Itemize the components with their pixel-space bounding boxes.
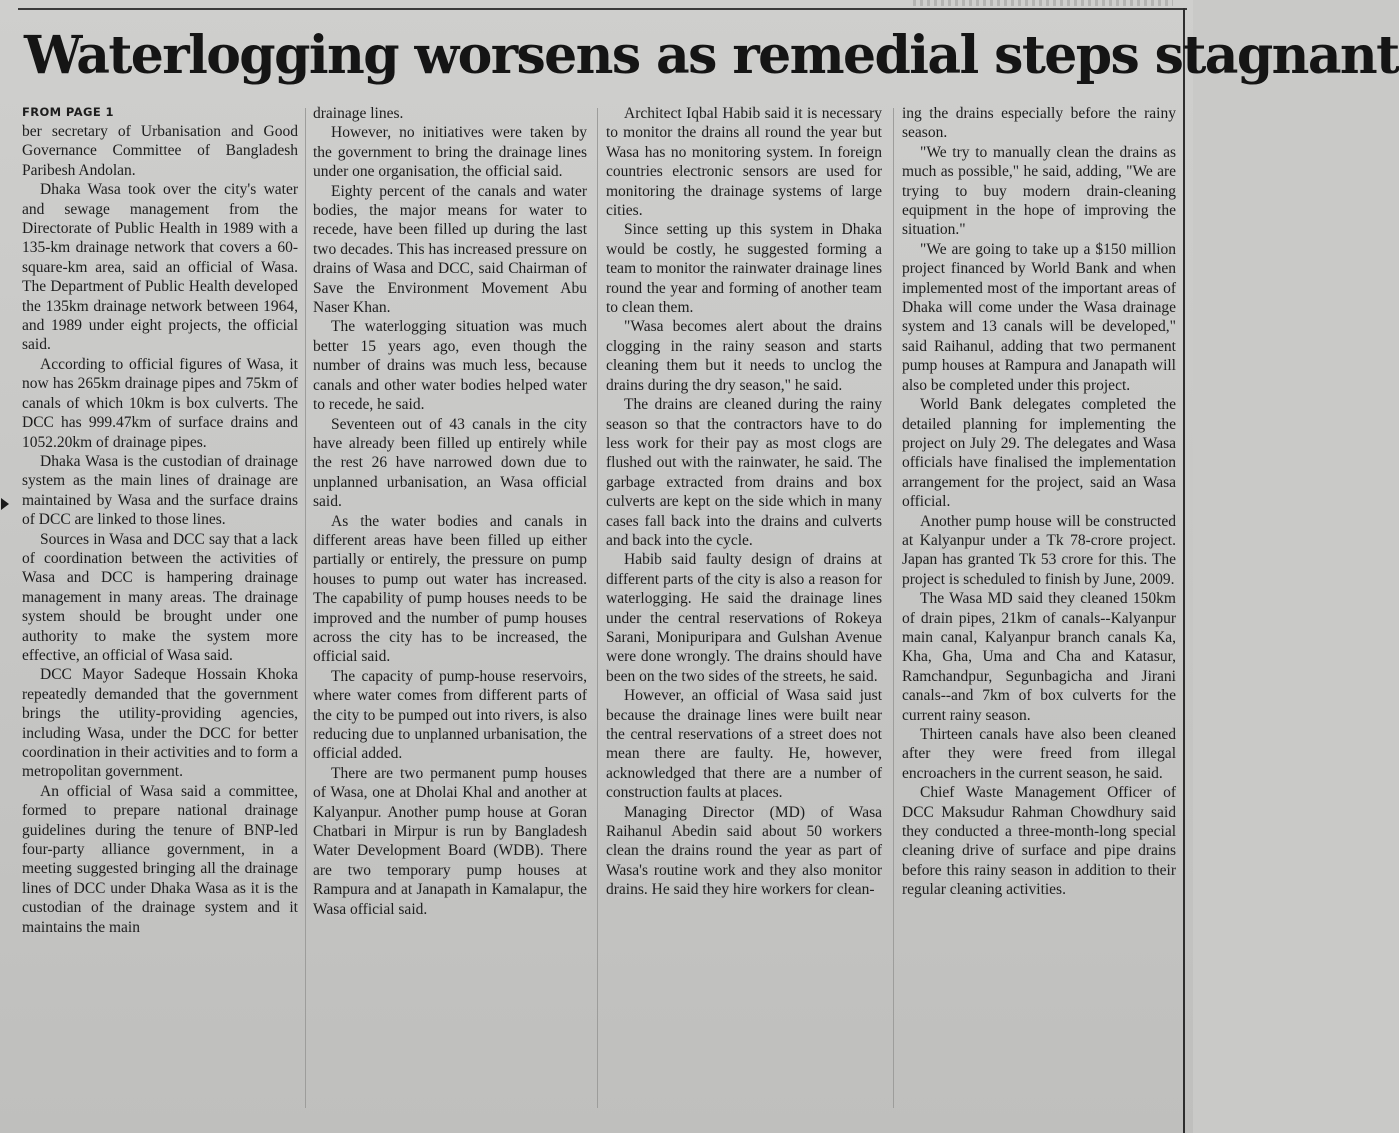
continued-from-label: FROM PAGE 1 bbox=[22, 105, 114, 119]
paragraph: DCC Mayor Sadeque Hossain Khoka repeatedly demanded that the government brings the utility-providing agencies, including Wasa, under the DCC for better coordination in their activities and to form a metropolitan government. bbox=[22, 666, 298, 781]
paragraph: Thirteen canals have also been cleaned after they were freed from illegal encroachers in the current season, he said. bbox=[902, 726, 1176, 782]
paragraph: ber secretary of Urbanisation and Good Governance Committee of Bangladesh Paribesh Andolan. bbox=[22, 123, 298, 179]
column-divider bbox=[597, 108, 598, 1108]
paragraph: The waterlogging situation was much better 15 years ago, even though the number of drains was much less, because canals and other water bodies helped water to recede, he said. bbox=[313, 318, 587, 414]
headline: Waterlogging worsens as remedial steps stagnant bbox=[24, 25, 1399, 86]
paragraph: There are two permanent pump houses of Wasa, one at Dholai Khal and another at Kalyanpur. Another pump house at Goran Chatbari in Mirpur is run by Bangladesh Water Development Board (WDB). There are two temporary pump houses at Rampura and at Janapath in Kamalapur, the Wasa official said. bbox=[313, 764, 587, 918]
paragraph: Another pump house will be constructed at Kalyanpur under a Tk 78-crore project. Japan has granted Tk 53 crore for this. The project is scheduled to finish by June, 2009. bbox=[902, 512, 1176, 588]
paragraph: Dhaka Wasa is the custodian of drainage system as the main lines of drainage are maintained by Wasa and the surface drains of DCC are linked to those lines. bbox=[22, 452, 298, 529]
paragraph: As the water bodies and canals in different areas have been filled up either partially or entirely, the pressure on pump houses to pump out water has increased. The capability of pump houses needs to be improved and the number of pump houses across the city has to be increased, the official said. bbox=[313, 512, 587, 666]
previous-page-fragment bbox=[913, 0, 1173, 6]
paragraph: Sources in Wasa and DCC say that a lack of coordination between the activities of Wasa and DCC is hampering drainage management in many areas. The drainage system should be brought under one authority to make the system more effective, an official of Wasa said. bbox=[22, 530, 298, 664]
article-column-4 bbox=[902, 104, 1176, 1116]
paragraph: "Wasa becomes alert about the drains clogging in the rainy season and starts cleaning them but it needs to unclog the drains during the dry season," he said. bbox=[606, 318, 882, 394]
paragraph: World Bank delegates completed the detailed planning for implementing the project on July 29. The delegates and Wasa officials have finalised the implementation arrangement for the project, said an Wasa official. bbox=[902, 396, 1176, 511]
paragraph: Eighty percent of the canals and water bodies, the major means for water to recede, have been filled up during the last two decades. This has increased pressure on drains of Wasa and DCC, said Chairman of Save the Environment Movement Abu Naser Khan. bbox=[313, 182, 587, 317]
paragraph: The Wasa MD said they cleaned 150km of drain pipes, 21km of canals--Kalyanpur main canal, Kalyanpur branch canals Ka, Kha, Gha, Uma and Cha and Katasur, Ramchandpur, Segunbagicha and Jirani canals--and 7km of box culverts for the current rainy season. bbox=[902, 590, 1176, 724]
paragraph: ing the drains especially before the rainy season. bbox=[902, 105, 1176, 142]
top-rule bbox=[18, 8, 1187, 10]
column-divider bbox=[893, 108, 894, 1108]
paragraph: drainage lines. bbox=[313, 105, 404, 122]
column-divider bbox=[305, 108, 306, 1108]
paragraph: Habib said faulty design of drains at different parts of the city is also a reason for waterlogging. He said the drainage lines under the central reservations of Rokeya Sarani, Monipuripara and Gulshan Avenue were done wrongly. The drains should have been on the two sides of the streets, he said. bbox=[606, 551, 882, 685]
paragraph: Chief Waste Management Officer of DCC Maksudur Rahman Chowdhury said they conducted a three-month-long special cleaning drive of surface and pipe drains before this rainy season in addition to their regular cleaning activities. bbox=[902, 784, 1176, 899]
right-edge-rule bbox=[1183, 8, 1185, 1133]
margin-arrow-mark bbox=[1, 498, 9, 510]
paragraph: Dhaka Wasa took over the city's water and sewage management from the Directorate of Public Health in 1989 with a 135-km drainage network that covers a 60-square-km area, said an official of Wasa. The Department of Public Health developed the 135km drainage network between 1964, and 1989 under eight projects, the official said. bbox=[22, 181, 298, 354]
paragraph: However, an official of Wasa said just because the drainage lines were built near the central reservations of a street does not mean there are faulty. He, however, acknowledged that there are a number of construction faults at places. bbox=[606, 687, 882, 802]
paragraph: Architect Iqbal Habib said it is necessary to monitor the drains all round the year but Wasa has no monitoring system. In foreign countries electronic sensors are used for monitoring the drainage systems of large cities. bbox=[606, 105, 882, 220]
paragraph: An official of Wasa said a committee, formed to prepare national drainage guidelines during the tenure of BNP-led four-party alliance government, in a meeting suggested bringing all the drainage lines of DCC under Dhaka Wasa as it is the custodian of the drainage system and it maintains the main bbox=[22, 782, 298, 936]
paragraph: The drains are cleaned during the rainy season so that the contractors have to do less work for their pay as most clogs are flushed out with the rainwater, he said. The garbage extracted from drains and box culverts are kept on the side which in many cases fall back into the drains and culverts and back into the cycle. bbox=[606, 396, 882, 549]
article-column-3 bbox=[606, 104, 882, 1116]
article-column-2 bbox=[313, 104, 587, 1116]
article-column-1 bbox=[22, 104, 298, 1116]
paragraph: Managing Director (MD) of Wasa Raihanul Abedin said about 50 workers clean the drains round the year as part of Wasa's routine work and they also monitor drains. He said they hire workers for clean- bbox=[606, 803, 882, 899]
paragraph: However, no initiatives were taken by the government to bring the drainage lines under one organisation, the official said. bbox=[313, 124, 587, 181]
paragraph: The capacity of pump-house reservoirs, where water comes from different parts of the city to be pumped out into rivers, is also reducing due to unplanned urbanisation, the official added. bbox=[313, 667, 587, 763]
paragraph: Since setting up this system in Dhaka would be costly, he suggested forming a team to monitor the rainwater drainage lines round the year and forming of another team to clean them. bbox=[606, 221, 882, 317]
paragraph: Seventeen out of 43 canals in the city have already been filled up entirely while the rest 26 have narrowed down due to unplanned urbanisation, an Wasa official said. bbox=[313, 415, 587, 511]
paragraph: "We try to manually clean the drains as much as possible," he said, adding, "We are trying to buy modern drain-cleaning equipment in the hope of improving the situation." bbox=[902, 143, 1176, 239]
paragraph: "We are going to take up a $150 million project financed by World Bank and when implemented most of the important areas of Dhaka will come under the Wasa drainage system and 13 canals will be developed," said Raihanul, adding that two permanent pump houses at Rampura and Janapath will also be completed under this project. bbox=[902, 240, 1176, 394]
paragraph: According to official figures of Wasa, it now has 265km drainage pipes and 75km of canals of which 10km is box culverts. The DCC has 999.47km of surface drains and 1052.20km of drainage pipes. bbox=[22, 355, 298, 451]
